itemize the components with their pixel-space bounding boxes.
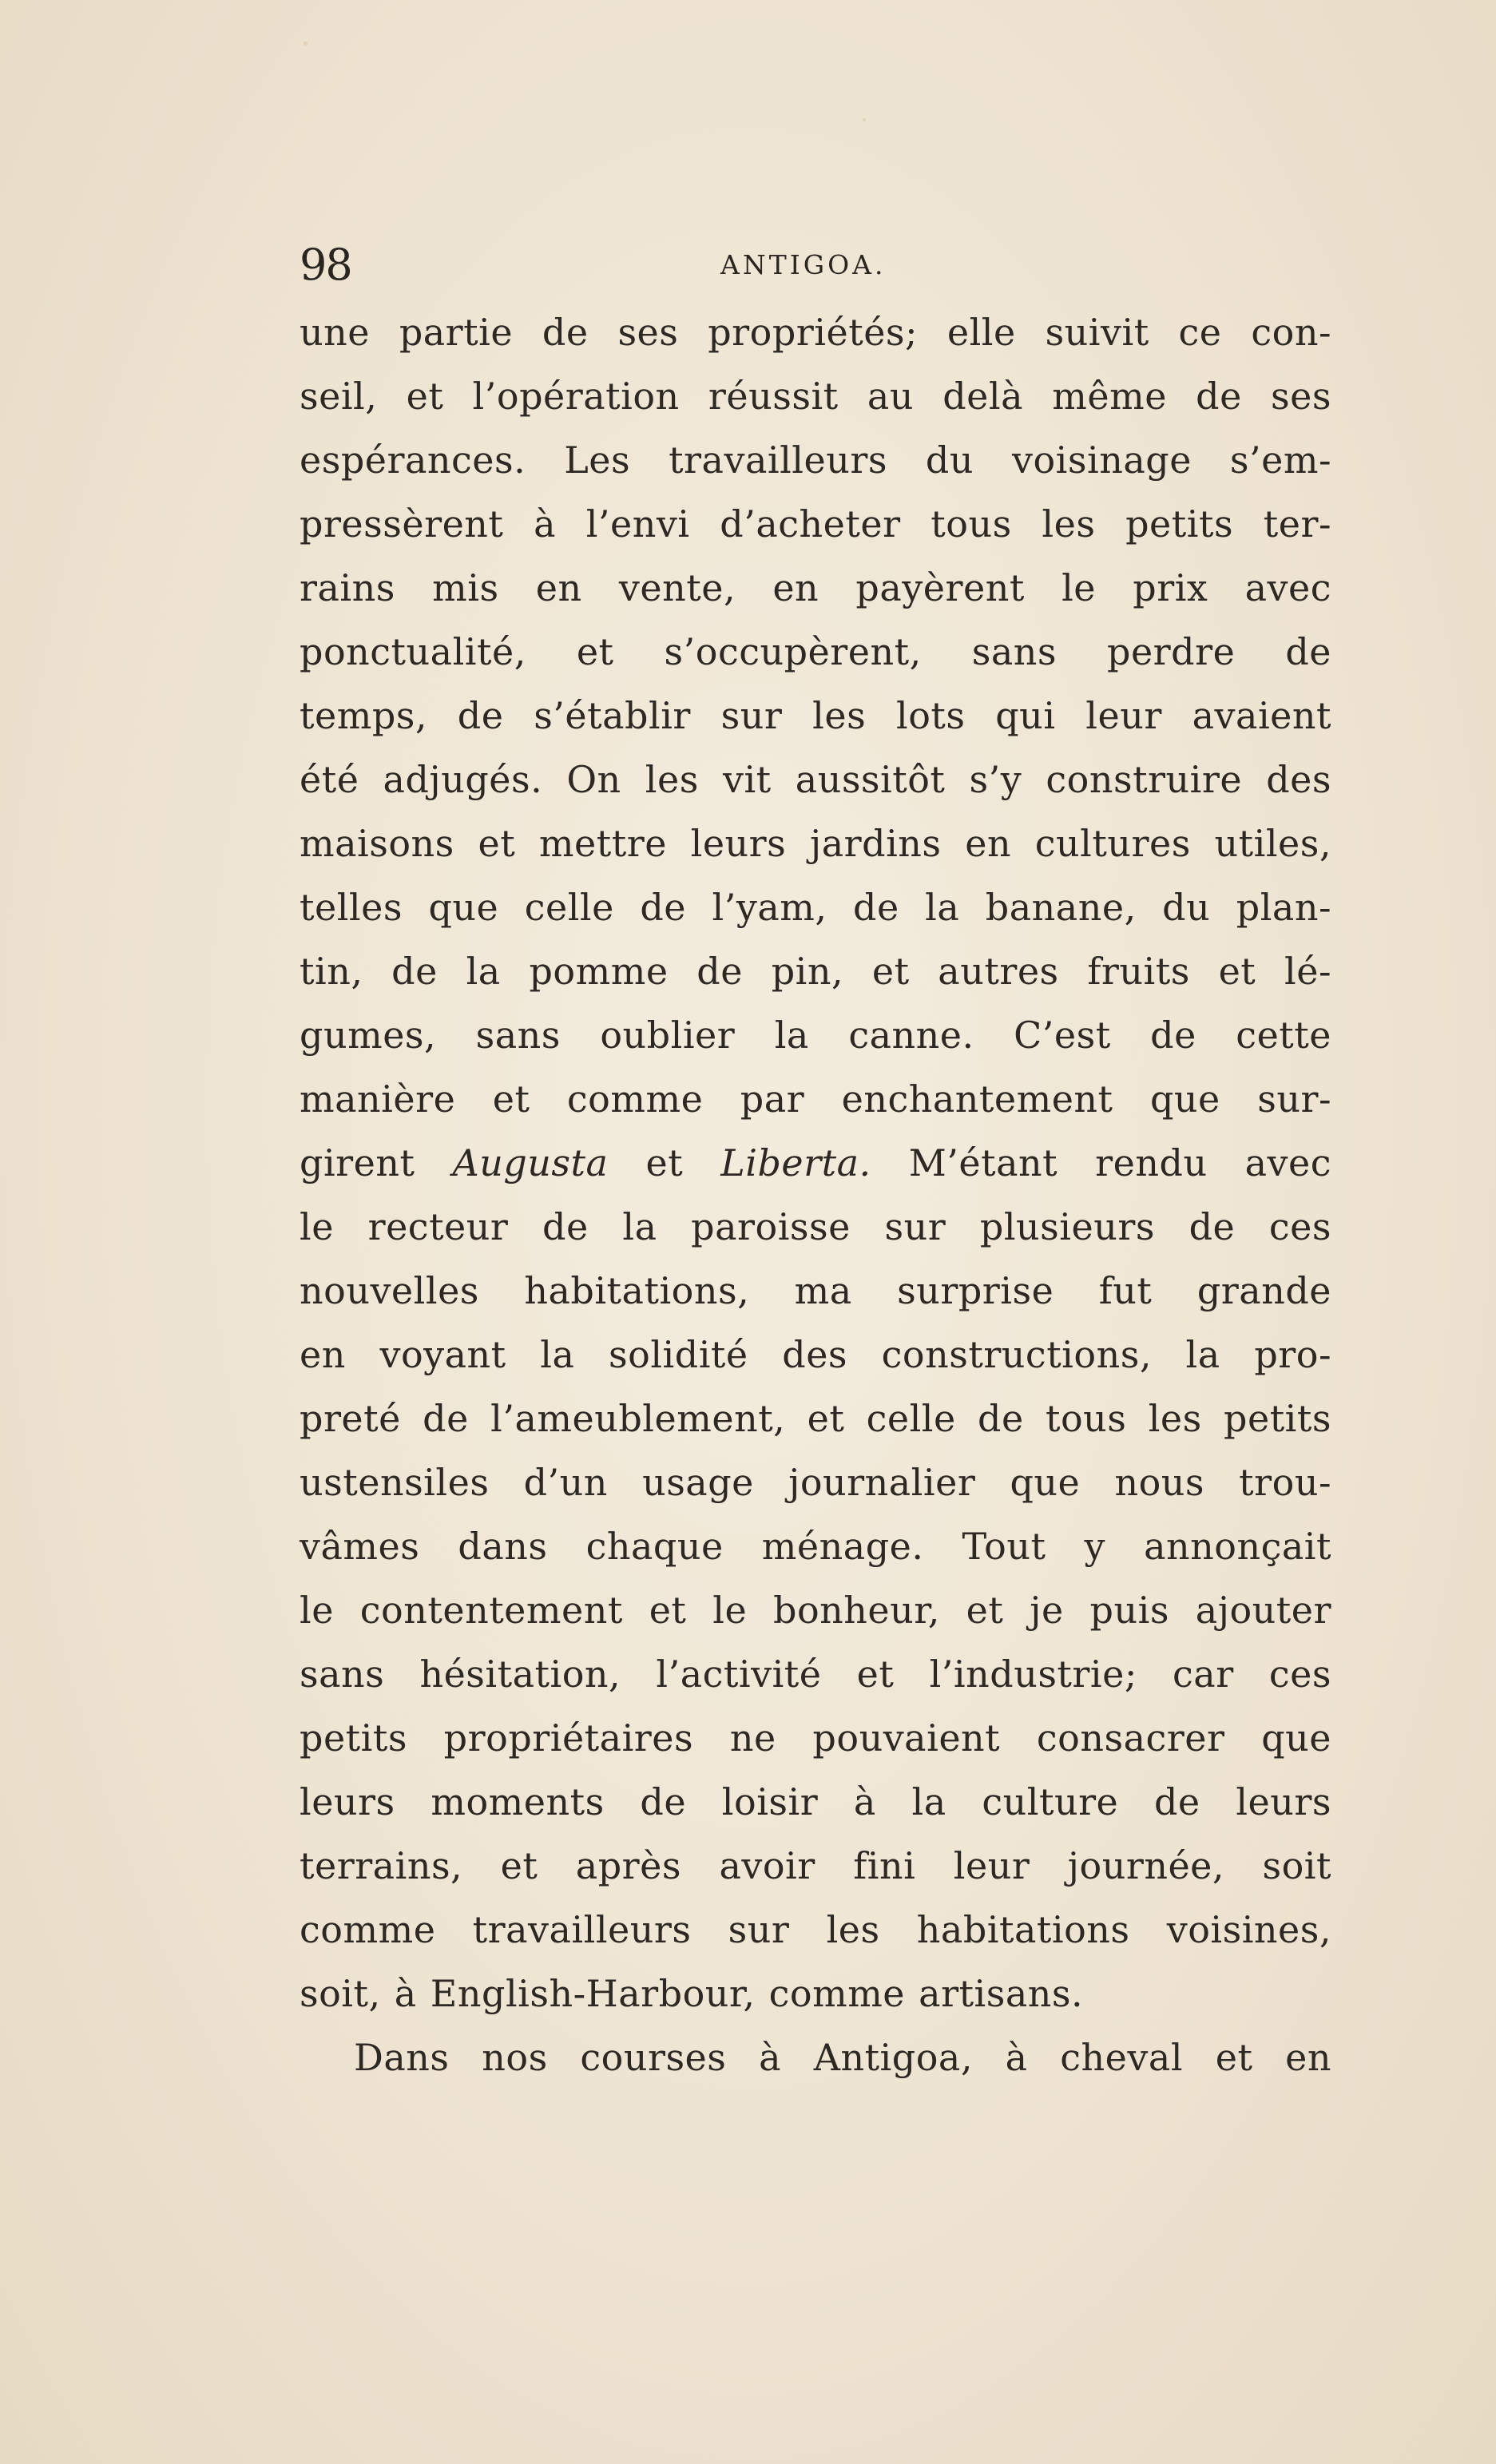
- text-line-paragraph-end: soit, à English-Harbour, comme artisans.: [300, 1972, 1084, 2015]
- text-line: vâmes dans chaque ménage. Tout y annonçait: [300, 1525, 1331, 1568]
- text-line: en voyant la solidité des constructions, la pro-: [300, 1333, 1331, 1376]
- text-line: seil, et l’opération réussit au delà même de ses: [300, 375, 1331, 418]
- text-line: leurs moments de loisir à la culture de leurs: [300, 1780, 1331, 1823]
- place-name-liberta: Liberta.: [720, 1141, 871, 1184]
- text-line: preté de l’ameublement, et celle de tous les petits: [300, 1397, 1331, 1440]
- text-line-with-place-names: [300, 1131, 1331, 1195]
- paper-speck: [863, 118, 866, 121]
- text-line: tin, de la pomme de pin, et autres fruits et lé-: [300, 950, 1331, 993]
- text-line: comme travailleurs sur les habitations voisines,: [300, 1908, 1331, 1951]
- text-line: ustensiles d’un usage journalier que nous trou-: [300, 1461, 1331, 1504]
- text-line: pressèrent à l’envi d’acheter tous les petits ter-: [300, 502, 1331, 546]
- text-fragment: girent: [300, 1141, 453, 1184]
- text-line: été adjugés. On les vit aussitôt s’y construire des: [300, 758, 1331, 801]
- paper-speck: [304, 42, 308, 46]
- text-line: le recteur de la paroisse sur plusieurs de ces: [300, 1205, 1331, 1248]
- text-line: terrains, et après avoir fini leur journée, soit: [300, 1844, 1331, 1887]
- text-line: sans hésitation, l’activité et l’industrie; car ces: [300, 1653, 1331, 1696]
- text-line: temps, de s’établir sur les lots qui leur avaient: [300, 694, 1331, 737]
- place-name-augusta: Augusta: [452, 1141, 609, 1184]
- text-line: petits propriétaires ne pouvaient consacrer que: [300, 1716, 1331, 1760]
- text-line: gumes, sans oublier la canne. C’est de cette: [300, 1014, 1331, 1057]
- text-line: le contentement et le bonheur, et je puis ajouter: [300, 1589, 1331, 1632]
- text-line-paragraph-start: Dans nos courses à Antigoa, à cheval et en: [354, 2036, 1331, 2079]
- text-fragment: M’étant rendu avec: [871, 1141, 1332, 1184]
- text-line: rains mis en vente, en payèrent le prix avec: [300, 566, 1331, 609]
- page-number: 98: [300, 240, 351, 290]
- text-line: espérances. Les travailleurs du voisinage s’em-: [300, 438, 1331, 482]
- page-header: [300, 233, 1330, 297]
- text-line: manière et comme par enchantement que sur-: [300, 1077, 1331, 1121]
- text-fragment: et: [608, 1141, 721, 1184]
- text-line: une partie de ses propriétés; elle suivit ce con-: [300, 311, 1331, 354]
- body-text: [300, 300, 1331, 2089]
- text-line: nouvelles habitations, ma surprise fut grande: [300, 1269, 1331, 1312]
- text-line: ponctualité, et s’occupèrent, sans perdre de: [300, 630, 1331, 673]
- text-line: telles que celle de l’yam, de la banane, du plan-: [300, 886, 1331, 929]
- running-head: ANTIGOA.: [720, 249, 887, 280]
- text-line: maisons et mettre leurs jardins en cultures utiles,: [300, 822, 1331, 865]
